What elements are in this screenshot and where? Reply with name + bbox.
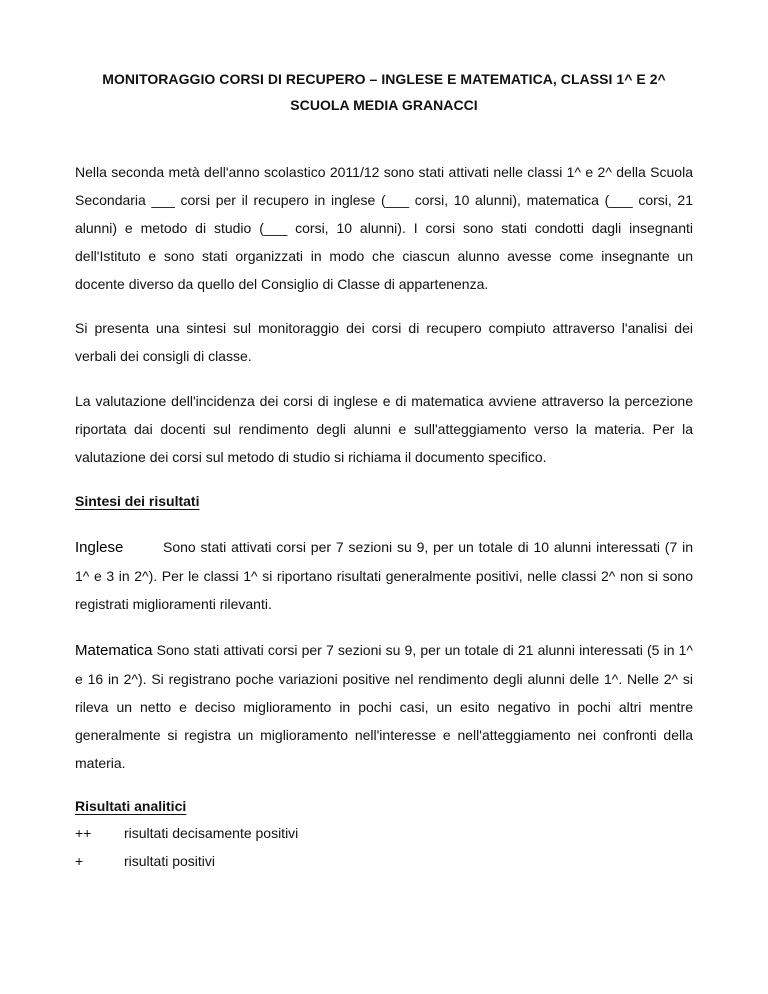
document-content	[75, 66, 693, 875]
legend-symbol: ++	[75, 825, 92, 841]
inglese-label: Inglese	[75, 539, 124, 556]
title-line-2: SCUOLA MEDIA GRANACCI	[290, 97, 478, 113]
matematica-paragraph	[75, 636, 693, 777]
legend-text: risultati positivi	[124, 853, 216, 869]
results-heading: Sintesi dei risultati	[75, 493, 200, 509]
inglese-text: Sono stati attivati corsi per 7 sezioni su 9, per un totale di 10 alunni interessati (7 in 1^ e 3 in 2^). Per le classi 1^ si riportano risultati generalmente positivi, nelle classi 2^ non si sono registrati miglioramenti rilevanti.	[75, 539, 693, 612]
evaluation-paragraph: La valutazione dell'incidenza dei corsi di inglese e di matematica avviene attraverso la percezione riportata dai docenti sul rendimento degli alunni e sull'atteggiamento verso la materia. Per la valutazione dei corsi sul metodo di studio si richiama il documento specifico.	[75, 393, 693, 465]
summary-paragraph: Si presenta una sintesi sul monitoraggio dei corsi di recupero compiuto attraverso l'analisi dei verbali dei consigli di classe.	[75, 320, 693, 364]
legend-item	[75, 819, 693, 847]
analytic-results-heading: Risultati analitici	[75, 798, 187, 814]
document-title	[75, 66, 693, 118]
legend-text: risultati decisamente positivi	[124, 825, 299, 841]
matematica-text: Sono stati attivati corsi per 7 sezioni su 9, per un totale di 21 alunni interessati (5 in 1^ e 16 in 2^). Si registrano poche variazioni positive nel rendimento degli alunni delle 1^. Nelle 2^ si rileva un netto e deciso miglioramento in pochi casi, un esito negativo in pochi altri mentre generalmente si registra un miglioramento nell'interesse e nell'atteggiamento nei confronti della materia.	[75, 642, 693, 771]
legend-symbol: +	[75, 853, 84, 869]
matematica-label: Matematica	[75, 642, 153, 659]
intro-paragraph: Nella seconda metà dell'anno scolastico 2011/12 sono stati attivati nelle classi 1^ e 2^ della Scuola Secondaria ___ corsi per il recupero in inglese (___ corsi, 10 alunni), matematica (___ corsi, 21 alunni) e metodo di studio (___ corsi, 10 alunni). I corsi sono stati condotti dagli insegnanti dell'Istituto e sono stati organizzati in modo che ciascun alunno avesse come insegnante un docente diverso da quello del Consiglio di Classe di appartenenza.	[75, 164, 693, 292]
title-line-1: MONITORAGGIO CORSI DI RECUPERO – INGLESE E MATEMATICA, CLASSI 1^ E 2^	[102, 71, 666, 87]
inglese-paragraph	[75, 533, 693, 618]
legend-list	[75, 819, 693, 875]
legend-item	[75, 847, 693, 875]
